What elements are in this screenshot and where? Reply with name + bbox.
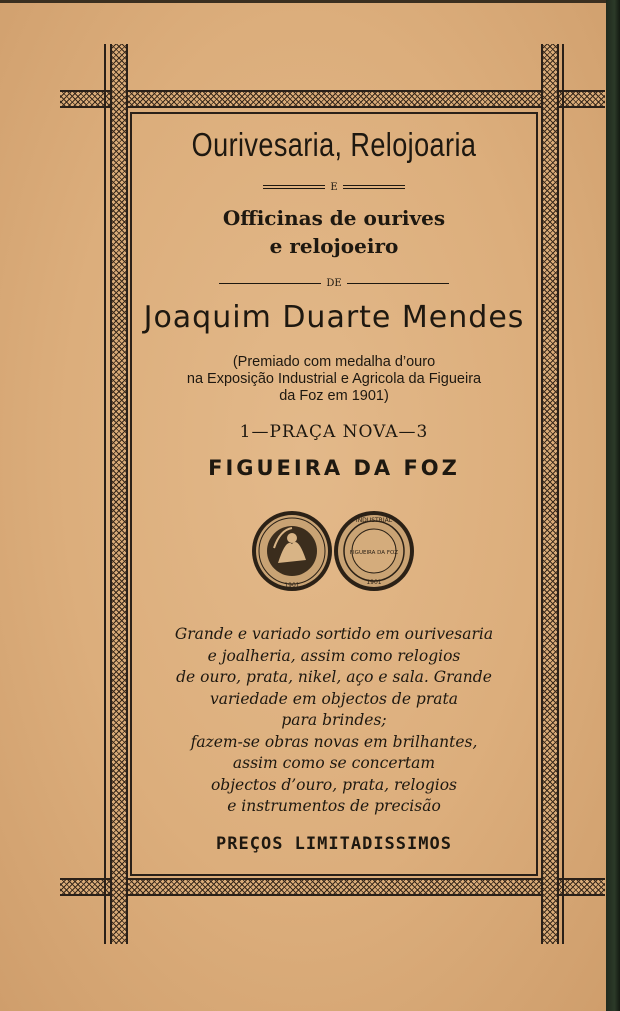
- inner-rule-top: [130, 112, 538, 114]
- owner-name: Joaquim Duarte Mendes: [143, 300, 525, 335]
- award-line: na Exposição Industrial e Agricola da Figueira: [186, 371, 482, 387]
- separator-line: [347, 283, 449, 284]
- street-address: 1—PRAÇA NOVA—3: [239, 422, 429, 442]
- description-line: variedade em objectos de prata: [210, 689, 458, 708]
- border-band-left: [110, 44, 128, 944]
- workshops-line-1: Officinas de ourives: [222, 206, 446, 230]
- award-line: (Premiado com medalha d’ouro: [232, 354, 436, 370]
- separator-word: E: [330, 181, 338, 193]
- medal-left-year: 1901: [284, 582, 300, 589]
- description-line: Grande e variado sortido em ourivesaria: [174, 625, 494, 643]
- inner-rule-left: [104, 44, 106, 944]
- medal-left: [252, 511, 332, 591]
- medal-right-arc: INDUSTRIAL: [355, 517, 393, 524]
- inner-rule-bottom: [130, 874, 538, 876]
- award-note: [132, 354, 536, 405]
- inner-rule-right-2: [562, 44, 564, 944]
- medal-right: [334, 511, 414, 591]
- description-line: fazem-se obras novas em brilhantes,: [190, 732, 478, 751]
- shop-title: Ourivesaria, Relojoaria: [191, 126, 477, 163]
- description-line: para brindes;: [281, 711, 387, 729]
- award-line: da Foz em 1901): [279, 388, 389, 404]
- workshops-line-2: e relojoeiro: [269, 234, 399, 258]
- medal-right-year: 1901: [366, 579, 382, 586]
- separator-line: [343, 185, 405, 189]
- medals-illustration: [250, 508, 420, 594]
- border-band-top: [60, 90, 605, 108]
- description-line: e joalheria, assim como relogios: [207, 646, 461, 665]
- separator-line: [219, 283, 321, 284]
- border-band-right: [541, 44, 559, 944]
- border-band-bottom: [60, 878, 605, 896]
- prices-slogan: PREÇOS LIMITADISSIMOS: [216, 834, 452, 854]
- separator-e: [132, 180, 536, 194]
- advert-content: [132, 118, 536, 874]
- medal-right-text: FIGUEIRA DA FOZ: [349, 550, 399, 556]
- description-line: objectos d’ouro, prata, relogios: [210, 775, 458, 794]
- inner-rule-right: [536, 112, 538, 876]
- description-line: e instrumentos de precisão: [227, 797, 441, 815]
- top-edge: [0, 0, 606, 3]
- separator-word: DE: [326, 277, 342, 289]
- city-name: FIGUEIRA DA FOZ: [208, 456, 460, 480]
- separator-de: [132, 276, 536, 290]
- separator-line: [263, 185, 325, 189]
- description-line: de ouro, prata, nikel, aço e sala. Grande: [176, 668, 492, 686]
- book-spine-edge: [606, 0, 620, 1011]
- description-line: assim como se concertam: [232, 754, 436, 772]
- description: [132, 624, 536, 818]
